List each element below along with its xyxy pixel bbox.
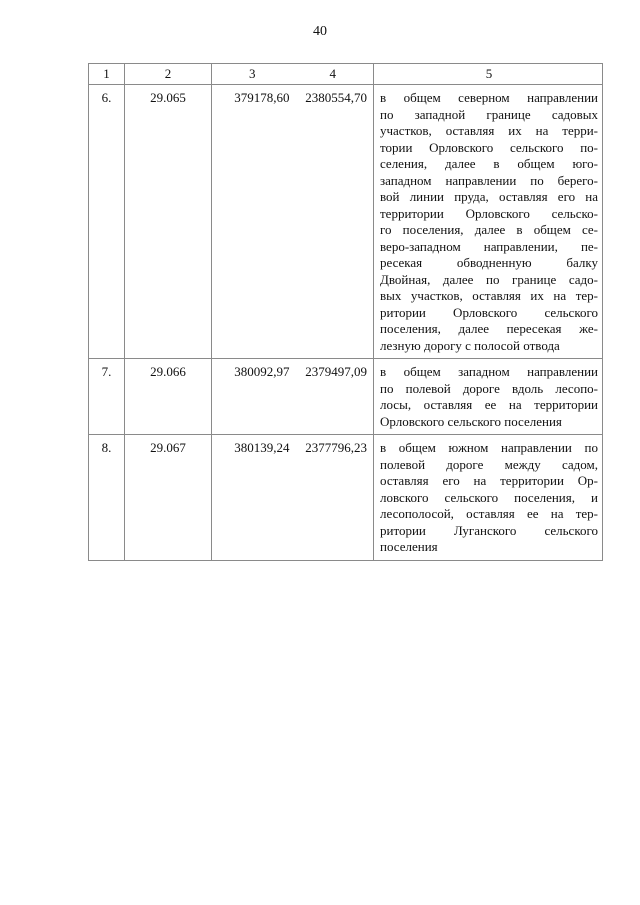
table-body <box>89 85 603 561</box>
table-header-row <box>89 64 603 85</box>
description-line: лесополосой, оставляя ее на тер- <box>380 506 598 521</box>
page-number: 40 <box>313 24 327 39</box>
description-line: по западной границе садовых <box>380 106 598 122</box>
description-line: вой линии пруда, оставляя его на <box>380 189 598 204</box>
description-line: в общем южном направлении по <box>380 440 598 455</box>
description-line: поселения <box>380 539 438 554</box>
description-line: лосы, оставляя ее на территории <box>380 397 598 412</box>
coordinate-y: 2377796,23 <box>293 435 374 561</box>
boundary-description <box>374 85 603 359</box>
boundary-description <box>374 435 603 561</box>
table-row <box>89 359 603 435</box>
header-col-1: 1 <box>89 64 125 85</box>
description-line: Орловского сельского поселения <box>380 413 562 429</box>
description-line: ритории Орловского сельского <box>380 304 598 320</box>
row-number: 6. <box>89 85 125 359</box>
description-line: в общем западном направлении <box>380 364 598 379</box>
description-line: вых участков, оставляя их на тер- <box>380 288 598 303</box>
coordinate-x: 380092,97 <box>212 359 293 435</box>
description-line: тории Орловского сельского по- <box>380 139 598 155</box>
header-col-5: 5 <box>374 64 603 85</box>
description-line: селения, далее в общем юго- <box>380 156 598 171</box>
header-col-3: 3 <box>212 64 293 85</box>
description-line: поселения, далее пересекая же- <box>380 321 598 336</box>
header-col-4: 4 <box>293 64 374 85</box>
description-line: в общем северном направлении <box>380 90 598 105</box>
description-line: по полевой дороге вдоль лесопо- <box>380 380 598 396</box>
description-line: ловского сельского поселения, и <box>380 489 598 505</box>
row-number: 8. <box>89 435 125 561</box>
boundary-description <box>374 359 603 435</box>
description-line: Двойная, далее по границе садо- <box>380 271 598 287</box>
coordinate-x: 380139,24 <box>212 435 293 561</box>
row-number: 7. <box>89 359 125 435</box>
description-line: го поселения, далее в общем се- <box>380 222 598 237</box>
description-line: оставляя его на территории Ор- <box>380 473 598 488</box>
table-row <box>89 85 603 359</box>
header-col-2: 2 <box>125 64 212 85</box>
coordinate-x: 379178,60 <box>212 85 293 359</box>
description-line: лезную дорогу с полосой отвода <box>380 337 560 353</box>
point-code: 29.067 <box>125 435 212 561</box>
description-line: западном направлении по берего- <box>380 172 598 188</box>
description-line: территории Орловского сельско- <box>380 205 598 221</box>
description-line: ритории Луганского сельского <box>380 522 598 538</box>
point-code: 29.066 <box>125 359 212 435</box>
description-line: участков, оставляя их на терри- <box>380 123 598 138</box>
boundary-table <box>88 63 603 561</box>
table-row <box>89 435 603 561</box>
coordinate-y: 2380554,70 <box>293 85 374 359</box>
point-code: 29.065 <box>125 85 212 359</box>
description-line: полевой дороге между садом, <box>380 456 598 472</box>
coordinate-y: 2379497,09 <box>293 359 374 435</box>
description-line: ресекая обводненную балку <box>380 255 598 270</box>
description-line: веро-западном направлении, пе- <box>380 238 598 254</box>
